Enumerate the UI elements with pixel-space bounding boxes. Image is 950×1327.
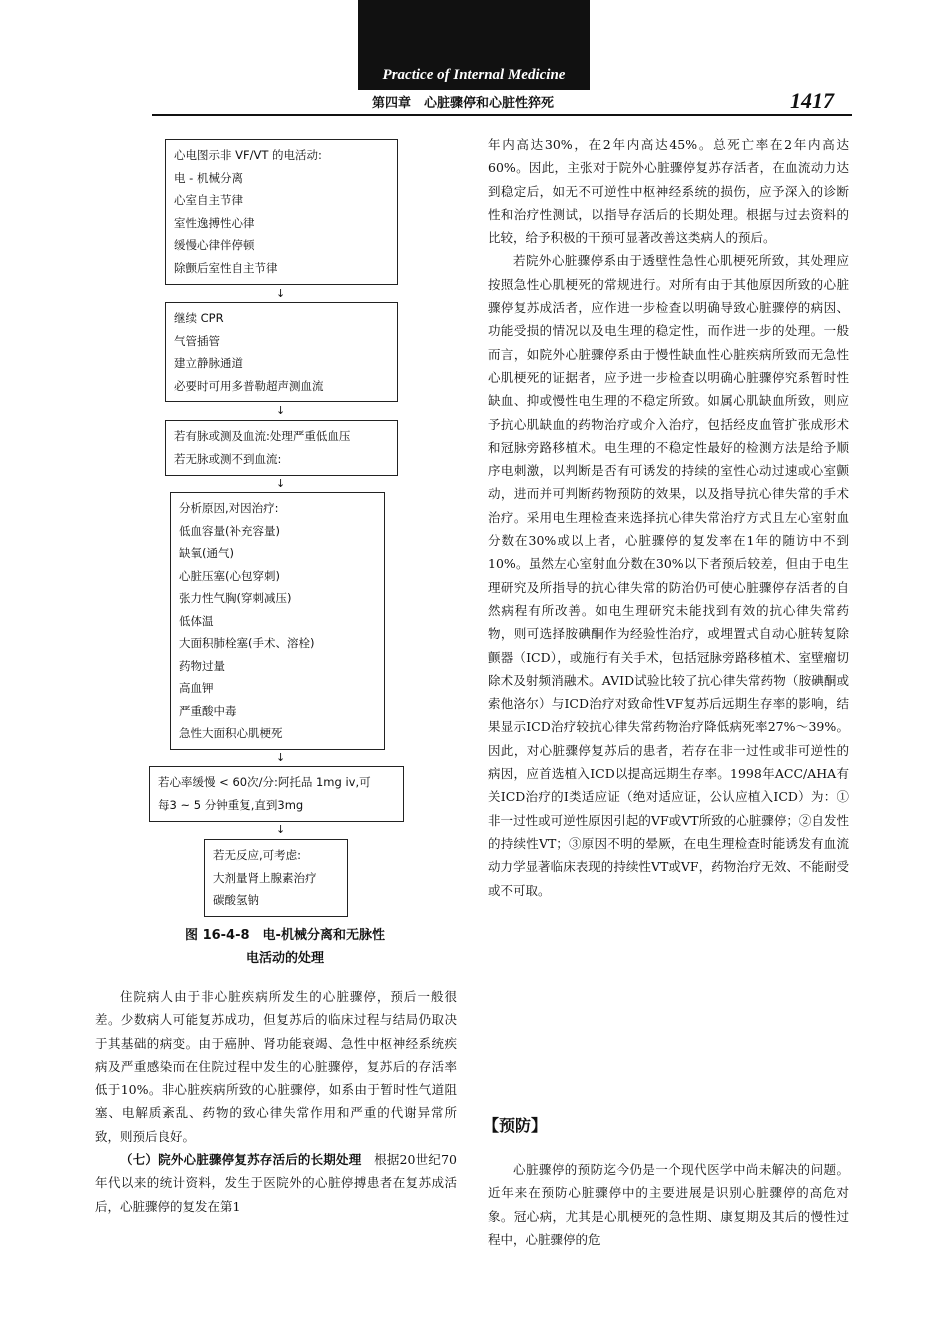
right-column-text [488,133,849,902]
figure-caption-line1: 图 16-4-8 电-机械分离和无脉性 [185,928,385,943]
paragraph: （七）院外心脏骤停复苏存活后的长期处理 根据20世纪70年代以来的统计资料，发生于医院外的心脏停搏患者在复苏成活后，心脏骤停的复发在第1 [95,1152,457,1214]
paragraph: 若院外心脏骤停系由于透壁性急性心肌梗死所致，其处理应按照急性心肌梗死的常规进行。对所有由于其他原因所致的心脏骤停复苏成活者，应作进一步检查以明确导致心脏骤停的病因、功能受损的情况以及电生理的稳定性，而作进一步的处理。一般而言，如院外心脏骤停系由于慢性缺血性心脏疾病所致而无急性心肌梗死的证据者，应予进一步检查以明确心脏骤停究系暂时性缺血、抑或慢性电生理的不稳定所致。如属心肌缺血所致，则应予抗心肌缺血的药物治疗或介入治疗，包括经皮血管扩张成形术和冠脉旁路移植术。电生理的不稳定性最好的检测方法是给予顺序电刺激，以判断是否有可诱发的持续的室性心动过速或心室颤动，进而并可判断药物预防的效果，以及指导抗心律失常的手术治疗。采用电生理检查来选择抗心律失常治疗方式且左心室射血分数在30%或以上者，心脏骤停的复发率在1年的随访中不到10%。虽然左心室射血分数在30%以下者预后较差，但由于电生理研究及所指导的抗心律失常的防治仍可使心脏骤停存活者的自然病程有所改善。如电生理研究未能找到有效的抗心律失常药物，则可选择胺碘酮作为经验性治疗，或埋置式自动心脏转复除颤器（ICD），或施行有关手术，包括冠脉旁路移植术、室壁瘤切除术及射频消融术。AVID试验比较了抗心律失常药物（胺碘酮或索他洛尔）与ICD治疗对致命性VF复苏后远期生存率的影响，结果显示ICD治疗较抗心律失常药物治疗降低病死率27%～39%。因此，对心脏骤停复苏后的患者，若存在非一过性或非可逆性的病因，应首选植入ICD以提高远期生存率。1998年ACC/AHA有关ICD治疗的Ⅰ类适应证（绝对适应证，公认应植入ICD）为：①非一过性或可逆性原因引起的VF或VT所致的心脏骤停；②自发性的持续性VT；③原因不明的晕厥，在电生理检查时能诱发有血流动力学显著临床表现的持续性VT或VF，药物治疗无效、不能耐受或不可取。 [488,253,849,898]
right-column-text-bottom [488,1158,849,1251]
flow-box-5: 若心率缓慢 < 60次/分:阿托品 1mg iv,可 每3 ~ 5 分钟重复,直到3mg [149,766,404,822]
flow-box-3: 若有脉或测及血流:处理严重低血压 若无脉或测不到血流: [165,420,398,476]
subsection-heading: （七）院外心脏骤停复苏存活后的长期处理 [120,1152,362,1168]
flow-arrow: ↓ [276,287,286,300]
chapter-title: 第四章 心脏骤停和心脏性猝死 [372,96,555,111]
journal-title: Practice of Internal Medicine [382,67,566,83]
paragraph: 住院病人由于非心脏疾病所发生的心脏骤停，预后一般很差。少数病人可能复苏成功，但复苏后的临床过程与结局仍取决于其基础的病变。由于癌肿、肾功能衰竭、急性中枢神经系统疾病及严重感染而在住院过程中发生的心脏骤停，复苏后的存活率低于10%。非心脏疾病所致的心脏骤停，如系由于暂时性气道阻塞、电解质紊乱、药物的致心律失常作用和严重的代谢异常所致，则预后良好。 [95,989,457,1144]
header-rule [152,114,852,116]
flow-arrow: ↓ [276,404,286,417]
paragraph: 年内高达30%，在2年内高达45%。总死亡率在2年内高达60%。因此，主张对于院外心脏骤停复苏存活者，在血流动力达到稳定后，如无不可逆性中枢神经系统的损伤，应予深入的诊断性和治疗性测试，以指导存活后的长期处理。根据与过去资料的比较，给予积极的干预可显著改善这类病人的预后。 [488,137,849,246]
flow-box-1: 心电图示非 VF/VT 的电活动: 电 - 机械分离 心室自主节律 室性逸搏性心律 缓慢心律伴停顿 除颤后室性自主节律 [165,139,398,285]
figure-caption-line2: 电活动的处理 [245,951,324,966]
flow-box-2: 继续 CPR 气管插管 建立静脉通道 必要时可用多普勒超声测血流 [165,302,398,402]
flow-arrow: ↓ [276,477,286,490]
journal-banner [358,0,590,90]
section-heading: 【预防】 [483,1116,548,1135]
flow-box-4: 分析原因,对因治疗: 低血容量(补充容量) 缺氧(通气) 心脏压塞(心包穿刺) 张力性气胸(穿刺减压) 低体温 大面积肺栓塞(手术、溶栓) 药物过量 高血钾 严重酸中毒 急性大面积心肌梗死 [170,492,385,750]
left-column-text [95,985,457,1218]
flow-box-6: 若无反应,可考虑: 大剂量肾上腺素治疗 碳酸氢钠 [204,839,348,917]
page-number: 1417 [790,88,834,113]
paragraph: 心脏骤停的预防迄今仍是一个现代医学中尚未解决的问题。近年来在预防心脏骤停中的主要进展是识别心脏骤停的高危对象。冠心病，尤其是心肌梗死的急性期、康复期及其后的慢性过程中，心脏骤停的危 [488,1162,849,1247]
flow-arrow: ↓ [276,823,286,836]
flow-arrow: ↓ [276,751,286,764]
